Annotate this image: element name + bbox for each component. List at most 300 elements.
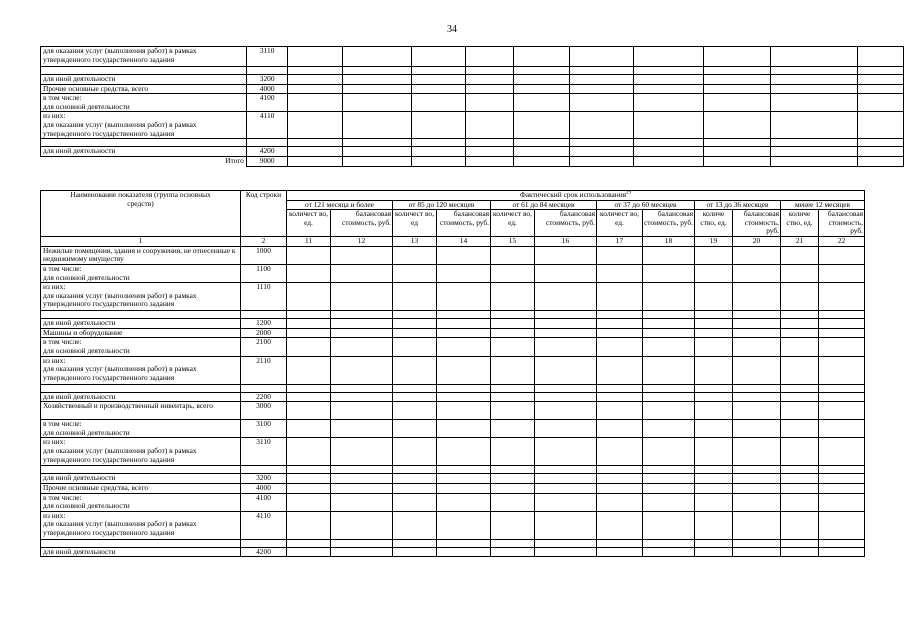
value-cell[interactable]	[643, 493, 695, 511]
value-cell[interactable]	[597, 328, 643, 338]
value-cell[interactable]	[695, 438, 733, 466]
value-cell[interactable]	[491, 474, 535, 484]
value-cell[interactable]	[466, 47, 513, 67]
value-cell[interactable]	[411, 147, 466, 157]
value-cell[interactable]	[491, 311, 535, 319]
value-cell[interactable]	[411, 139, 466, 147]
value-cell[interactable]	[704, 67, 771, 75]
value-cell[interactable]	[819, 356, 865, 384]
value-cell[interactable]	[535, 319, 597, 329]
value-cell[interactable]	[733, 493, 781, 511]
value-cell[interactable]	[491, 283, 535, 311]
value-cell[interactable]	[288, 94, 343, 112]
value-cell[interactable]	[491, 402, 535, 420]
value-cell[interactable]	[597, 438, 643, 466]
value-cell[interactable]	[643, 264, 695, 282]
value-cell[interactable]	[437, 493, 491, 511]
value-cell[interactable]	[393, 438, 437, 466]
value-cell[interactable]	[819, 539, 865, 547]
value-cell[interactable]	[466, 139, 513, 147]
value-cell[interactable]	[597, 420, 643, 438]
value-cell[interactable]	[331, 356, 393, 384]
value-cell[interactable]	[771, 84, 858, 94]
value-cell[interactable]	[331, 392, 393, 402]
value-cell[interactable]	[437, 511, 491, 539]
value-cell[interactable]	[466, 67, 513, 75]
value-cell[interactable]	[466, 75, 513, 85]
value-cell[interactable]	[781, 392, 819, 402]
value-cell[interactable]	[733, 392, 781, 402]
value-cell[interactable]	[633, 67, 704, 75]
value-cell[interactable]	[437, 483, 491, 493]
value-cell[interactable]	[570, 94, 634, 112]
value-cell[interactable]	[858, 139, 904, 147]
value-cell[interactable]	[513, 94, 569, 112]
value-cell[interactable]	[781, 328, 819, 338]
value-cell[interactable]	[491, 547, 535, 557]
value-cell[interactable]	[331, 438, 393, 466]
value-cell[interactable]	[597, 338, 643, 356]
value-cell[interactable]	[437, 466, 491, 474]
value-cell[interactable]	[695, 483, 733, 493]
value-cell[interactable]	[819, 246, 865, 264]
value-cell[interactable]	[643, 311, 695, 319]
value-cell[interactable]	[393, 466, 437, 474]
value-cell[interactable]	[342, 139, 411, 147]
value-cell[interactable]	[411, 67, 466, 75]
value-cell[interactable]	[437, 246, 491, 264]
value-cell[interactable]	[331, 246, 393, 264]
value-cell[interactable]	[597, 319, 643, 329]
value-cell[interactable]	[771, 112, 858, 139]
value-cell[interactable]	[733, 438, 781, 466]
value-cell[interactable]	[535, 539, 597, 547]
value-cell[interactable]	[437, 264, 491, 282]
value-cell[interactable]	[342, 84, 411, 94]
value-cell[interactable]	[643, 283, 695, 311]
value-cell[interactable]	[393, 319, 437, 329]
value-cell[interactable]	[287, 328, 331, 338]
value-cell[interactable]	[393, 539, 437, 547]
value-cell[interactable]	[781, 466, 819, 474]
value-cell[interactable]	[491, 392, 535, 402]
value-cell[interactable]	[570, 75, 634, 85]
value-cell[interactable]	[695, 547, 733, 557]
value-cell[interactable]	[819, 319, 865, 329]
value-cell[interactable]	[695, 539, 733, 547]
value-cell[interactable]	[535, 283, 597, 311]
value-cell[interactable]	[695, 283, 733, 311]
value-cell[interactable]	[287, 511, 331, 539]
value-cell[interactable]	[411, 84, 466, 94]
value-cell[interactable]	[342, 47, 411, 67]
value-cell[interactable]	[643, 511, 695, 539]
value-cell[interactable]	[437, 328, 491, 338]
value-cell[interactable]	[535, 246, 597, 264]
value-cell[interactable]	[287, 311, 331, 319]
value-cell[interactable]	[819, 547, 865, 557]
value-cell[interactable]	[781, 483, 819, 493]
value-cell[interactable]	[771, 47, 858, 67]
value-cell[interactable]	[695, 356, 733, 384]
value-cell[interactable]	[781, 474, 819, 484]
value-cell[interactable]	[733, 547, 781, 557]
value-cell[interactable]	[858, 75, 904, 85]
value-cell[interactable]	[733, 246, 781, 264]
value-cell[interactable]	[287, 338, 331, 356]
value-cell[interactable]	[437, 311, 491, 319]
value-cell[interactable]	[288, 47, 343, 67]
value-cell[interactable]	[513, 112, 569, 139]
value-cell[interactable]	[704, 139, 771, 147]
value-cell[interactable]	[633, 94, 704, 112]
value-cell[interactable]	[643, 356, 695, 384]
value-cell[interactable]	[393, 338, 437, 356]
value-cell[interactable]	[633, 47, 704, 67]
value-cell[interactable]	[331, 264, 393, 282]
value-cell[interactable]	[819, 402, 865, 420]
value-cell[interactable]	[695, 264, 733, 282]
value-cell[interactable]	[466, 94, 513, 112]
value-cell[interactable]	[819, 264, 865, 282]
value-cell[interactable]	[819, 438, 865, 466]
value-cell[interactable]	[771, 67, 858, 75]
value-cell[interactable]	[695, 328, 733, 338]
value-cell[interactable]	[331, 402, 393, 420]
value-cell[interactable]	[643, 246, 695, 264]
value-cell[interactable]	[393, 474, 437, 484]
value-cell[interactable]	[781, 384, 819, 392]
value-cell[interactable]	[491, 466, 535, 474]
value-cell[interactable]	[393, 384, 437, 392]
value-cell[interactable]	[491, 384, 535, 392]
value-cell[interactable]	[695, 246, 733, 264]
value-cell[interactable]	[570, 112, 634, 139]
value-cell[interactable]	[819, 493, 865, 511]
value-cell[interactable]	[733, 511, 781, 539]
value-cell[interactable]	[411, 112, 466, 139]
value-cell[interactable]	[331, 511, 393, 539]
value-cell[interactable]	[819, 466, 865, 474]
value-cell[interactable]	[437, 402, 491, 420]
value-cell[interactable]	[535, 493, 597, 511]
value-cell[interactable]	[643, 547, 695, 557]
value-cell[interactable]	[570, 147, 634, 157]
value-cell[interactable]	[491, 246, 535, 264]
value-cell[interactable]	[733, 474, 781, 484]
value-cell[interactable]	[535, 356, 597, 384]
value-cell[interactable]	[597, 539, 643, 547]
value-cell[interactable]	[331, 311, 393, 319]
value-cell[interactable]	[771, 156, 858, 166]
value-cell[interactable]	[819, 328, 865, 338]
value-cell[interactable]	[491, 511, 535, 539]
value-cell[interactable]	[819, 384, 865, 392]
value-cell[interactable]	[342, 156, 411, 166]
value-cell[interactable]	[535, 547, 597, 557]
value-cell[interactable]	[411, 47, 466, 67]
value-cell[interactable]	[331, 474, 393, 484]
value-cell[interactable]	[466, 84, 513, 94]
value-cell[interactable]	[643, 392, 695, 402]
value-cell[interactable]	[771, 75, 858, 85]
value-cell[interactable]	[287, 420, 331, 438]
value-cell[interactable]	[513, 156, 569, 166]
value-cell[interactable]	[491, 438, 535, 466]
value-cell[interactable]	[733, 328, 781, 338]
value-cell[interactable]	[695, 384, 733, 392]
value-cell[interactable]	[491, 338, 535, 356]
value-cell[interactable]	[704, 84, 771, 94]
value-cell[interactable]	[491, 483, 535, 493]
value-cell[interactable]	[597, 392, 643, 402]
value-cell[interactable]	[513, 147, 569, 157]
value-cell[interactable]	[535, 338, 597, 356]
value-cell[interactable]	[695, 392, 733, 402]
value-cell[interactable]	[771, 139, 858, 147]
value-cell[interactable]	[437, 319, 491, 329]
value-cell[interactable]	[288, 139, 343, 147]
value-cell[interactable]	[331, 547, 393, 557]
value-cell[interactable]	[781, 338, 819, 356]
value-cell[interactable]	[695, 493, 733, 511]
value-cell[interactable]	[287, 402, 331, 420]
value-cell[interactable]	[437, 547, 491, 557]
value-cell[interactable]	[733, 338, 781, 356]
value-cell[interactable]	[858, 67, 904, 75]
value-cell[interactable]	[597, 356, 643, 384]
value-cell[interactable]	[287, 466, 331, 474]
value-cell[interactable]	[393, 402, 437, 420]
value-cell[interactable]	[491, 328, 535, 338]
value-cell[interactable]	[437, 356, 491, 384]
value-cell[interactable]	[858, 47, 904, 67]
value-cell[interactable]	[733, 466, 781, 474]
value-cell[interactable]	[513, 47, 569, 67]
value-cell[interactable]	[704, 75, 771, 85]
value-cell[interactable]	[643, 420, 695, 438]
value-cell[interactable]	[491, 493, 535, 511]
value-cell[interactable]	[535, 402, 597, 420]
value-cell[interactable]	[342, 75, 411, 85]
value-cell[interactable]	[733, 264, 781, 282]
value-cell[interactable]	[393, 392, 437, 402]
value-cell[interactable]	[597, 402, 643, 420]
value-cell[interactable]	[393, 283, 437, 311]
value-cell[interactable]	[287, 474, 331, 484]
value-cell[interactable]	[597, 283, 643, 311]
value-cell[interactable]	[288, 67, 343, 75]
value-cell[interactable]	[287, 319, 331, 329]
value-cell[interactable]	[597, 246, 643, 264]
value-cell[interactable]	[781, 402, 819, 420]
value-cell[interactable]	[513, 139, 569, 147]
value-cell[interactable]	[695, 420, 733, 438]
value-cell[interactable]	[643, 483, 695, 493]
value-cell[interactable]	[535, 311, 597, 319]
value-cell[interactable]	[342, 112, 411, 139]
value-cell[interactable]	[437, 420, 491, 438]
value-cell[interactable]	[704, 94, 771, 112]
value-cell[interactable]	[411, 94, 466, 112]
value-cell[interactable]	[393, 311, 437, 319]
value-cell[interactable]	[858, 112, 904, 139]
value-cell[interactable]	[781, 319, 819, 329]
value-cell[interactable]	[819, 420, 865, 438]
value-cell[interactable]	[331, 319, 393, 329]
value-cell[interactable]	[597, 493, 643, 511]
value-cell[interactable]	[393, 511, 437, 539]
value-cell[interactable]	[771, 147, 858, 157]
value-cell[interactable]	[819, 483, 865, 493]
value-cell[interactable]	[570, 67, 634, 75]
value-cell[interactable]	[633, 112, 704, 139]
value-cell[interactable]	[535, 466, 597, 474]
value-cell[interactable]	[287, 392, 331, 402]
value-cell[interactable]	[287, 356, 331, 384]
value-cell[interactable]	[331, 420, 393, 438]
value-cell[interactable]	[781, 264, 819, 282]
value-cell[interactable]	[633, 139, 704, 147]
value-cell[interactable]	[597, 511, 643, 539]
value-cell[interactable]	[331, 328, 393, 338]
value-cell[interactable]	[633, 156, 704, 166]
value-cell[interactable]	[597, 264, 643, 282]
value-cell[interactable]	[393, 328, 437, 338]
value-cell[interactable]	[858, 84, 904, 94]
value-cell[interactable]	[535, 474, 597, 484]
value-cell[interactable]	[513, 67, 569, 75]
value-cell[interactable]	[704, 112, 771, 139]
value-cell[interactable]	[695, 319, 733, 329]
value-cell[interactable]	[535, 328, 597, 338]
value-cell[interactable]	[819, 474, 865, 484]
value-cell[interactable]	[342, 94, 411, 112]
value-cell[interactable]	[643, 338, 695, 356]
value-cell[interactable]	[570, 84, 634, 94]
value-cell[interactable]	[819, 283, 865, 311]
value-cell[interactable]	[597, 483, 643, 493]
value-cell[interactable]	[287, 483, 331, 493]
value-cell[interactable]	[781, 493, 819, 511]
value-cell[interactable]	[781, 511, 819, 539]
value-cell[interactable]	[695, 311, 733, 319]
value-cell[interactable]	[437, 283, 491, 311]
value-cell[interactable]	[491, 356, 535, 384]
value-cell[interactable]	[733, 319, 781, 329]
value-cell[interactable]	[597, 466, 643, 474]
value-cell[interactable]	[437, 438, 491, 466]
value-cell[interactable]	[704, 147, 771, 157]
value-cell[interactable]	[781, 356, 819, 384]
value-cell[interactable]	[287, 539, 331, 547]
value-cell[interactable]	[781, 420, 819, 438]
value-cell[interactable]	[535, 392, 597, 402]
value-cell[interactable]	[733, 384, 781, 392]
value-cell[interactable]	[513, 75, 569, 85]
value-cell[interactable]	[695, 466, 733, 474]
value-cell[interactable]	[570, 139, 634, 147]
value-cell[interactable]	[287, 493, 331, 511]
value-cell[interactable]	[342, 147, 411, 157]
value-cell[interactable]	[393, 356, 437, 384]
value-cell[interactable]	[331, 338, 393, 356]
value-cell[interactable]	[437, 338, 491, 356]
value-cell[interactable]	[733, 311, 781, 319]
value-cell[interactable]	[733, 420, 781, 438]
value-cell[interactable]	[781, 547, 819, 557]
value-cell[interactable]	[570, 156, 634, 166]
value-cell[interactable]	[393, 264, 437, 282]
value-cell[interactable]	[393, 246, 437, 264]
value-cell[interactable]	[513, 84, 569, 94]
value-cell[interactable]	[288, 75, 343, 85]
value-cell[interactable]	[331, 483, 393, 493]
value-cell[interactable]	[393, 420, 437, 438]
value-cell[interactable]	[643, 402, 695, 420]
value-cell[interactable]	[704, 47, 771, 67]
value-cell[interactable]	[491, 319, 535, 329]
value-cell[interactable]	[287, 438, 331, 466]
value-cell[interactable]	[437, 474, 491, 484]
value-cell[interactable]	[288, 147, 343, 157]
value-cell[interactable]	[858, 156, 904, 166]
value-cell[interactable]	[633, 147, 704, 157]
value-cell[interactable]	[695, 474, 733, 484]
value-cell[interactable]	[819, 311, 865, 319]
value-cell[interactable]	[695, 338, 733, 356]
value-cell[interactable]	[535, 420, 597, 438]
value-cell[interactable]	[733, 283, 781, 311]
value-cell[interactable]	[819, 392, 865, 402]
value-cell[interactable]	[437, 384, 491, 392]
value-cell[interactable]	[437, 392, 491, 402]
value-cell[interactable]	[597, 474, 643, 484]
value-cell[interactable]	[643, 438, 695, 466]
value-cell[interactable]	[733, 356, 781, 384]
value-cell[interactable]	[535, 384, 597, 392]
value-cell[interactable]	[695, 402, 733, 420]
value-cell[interactable]	[535, 438, 597, 466]
value-cell[interactable]	[781, 539, 819, 547]
value-cell[interactable]	[858, 94, 904, 112]
value-cell[interactable]	[331, 539, 393, 547]
value-cell[interactable]	[643, 539, 695, 547]
value-cell[interactable]	[643, 319, 695, 329]
value-cell[interactable]	[287, 246, 331, 264]
value-cell[interactable]	[393, 483, 437, 493]
value-cell[interactable]	[858, 147, 904, 157]
value-cell[interactable]	[491, 539, 535, 547]
value-cell[interactable]	[491, 420, 535, 438]
value-cell[interactable]	[819, 511, 865, 539]
value-cell[interactable]	[704, 156, 771, 166]
value-cell[interactable]	[781, 283, 819, 311]
value-cell[interactable]	[643, 384, 695, 392]
value-cell[interactable]	[695, 511, 733, 539]
value-cell[interactable]	[733, 539, 781, 547]
value-cell[interactable]	[781, 438, 819, 466]
value-cell[interactable]	[491, 264, 535, 282]
value-cell[interactable]	[771, 94, 858, 112]
value-cell[interactable]	[633, 75, 704, 85]
value-cell[interactable]	[466, 156, 513, 166]
value-cell[interactable]	[819, 338, 865, 356]
value-cell[interactable]	[331, 283, 393, 311]
value-cell[interactable]	[393, 493, 437, 511]
value-cell[interactable]	[733, 483, 781, 493]
value-cell[interactable]	[331, 493, 393, 511]
